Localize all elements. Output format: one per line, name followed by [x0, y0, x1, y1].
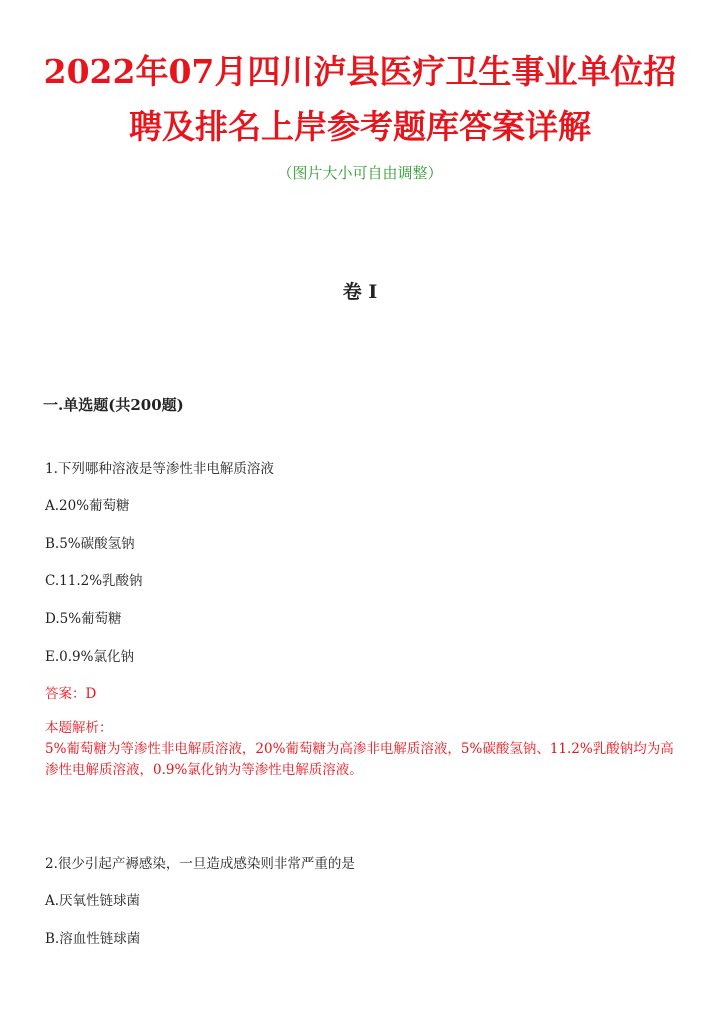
question-2-stem: 2.很少引起产褥感染，一旦造成感染则非常严重的是	[45, 856, 355, 872]
section-heading: 一.单选题(共200题)	[43, 396, 184, 414]
question-2-option-a: A.厌氧性链球菌	[45, 893, 141, 909]
question-1-option-a: A.20%葡萄糖	[45, 498, 130, 514]
document-title-line-1: 2022年07月四川泸县医疗卫生事业单位招	[43, 52, 677, 91]
analysis-text-line-1: 5%葡萄糖为等渗性非电解质溶液，20%葡萄糖为高渗非电解质溶液，5%碳酸氢钠、11.2%乳酸钠均为高	[45, 741, 674, 757]
question-1-option-b: B.5%碳酸氢钠	[45, 536, 135, 552]
question-1-option-e: E.0.9%氯化钠	[45, 649, 134, 665]
question-1-stem: 1.下列哪种溶液是等渗性非电解质溶液	[45, 461, 274, 477]
volume-heading: 卷 I	[342, 281, 378, 303]
subtitle-note: （图片大小可自由调整）	[277, 164, 443, 182]
question-1-answer: 答案：D	[45, 686, 97, 702]
document-title-line-2: 聘及排名上岸参考题库答案详解	[129, 107, 591, 146]
question-1-option-d: D.5%葡萄糖	[45, 611, 122, 627]
question-2-option-b: B.溶血性链球菌	[45, 931, 141, 947]
analysis-text-line-2: 渗性电解质溶液，0.9%氯化钠为等渗性电解质溶液。	[45, 762, 363, 778]
analysis-label: 本题解析：	[45, 720, 113, 736]
question-1-analysis	[45, 718, 685, 781]
question-1-option-c: C.11.2%乳酸钠	[45, 573, 143, 589]
